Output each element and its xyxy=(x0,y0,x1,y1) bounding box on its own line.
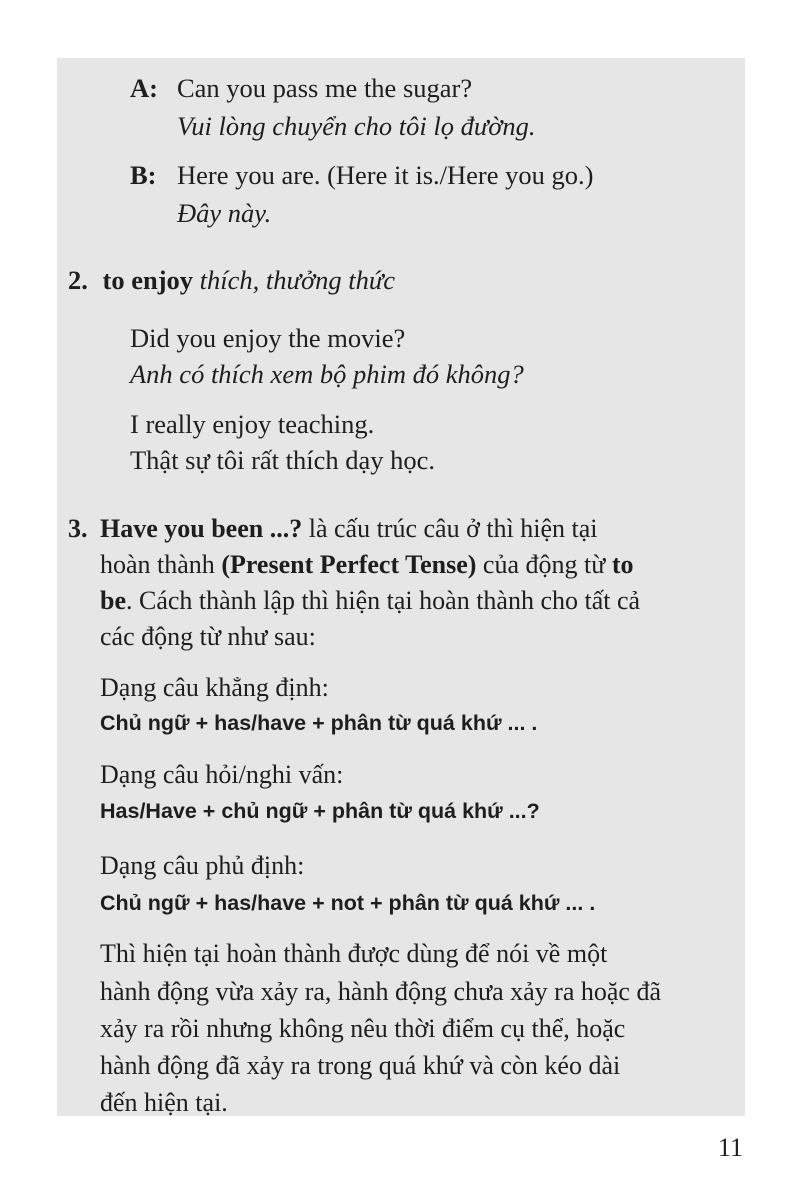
example-1-english: Did you enjoy the movie? xyxy=(130,323,406,353)
intro-line-4: các động từ như sau: xyxy=(100,622,316,651)
form-question-label: Dạng câu hỏi/nghi vấn: xyxy=(100,760,344,789)
explanation-line: Thì hiện tại hoàn thành được dùng để nói về một xyxy=(100,939,608,968)
dialogue-a-vietnamese: Vui lòng chuyển cho tôi lọ đường. xyxy=(177,111,536,141)
intro-line-1-rest: là cấu trúc câu ở thì hiện tại xyxy=(302,514,598,543)
form-negative-label: Dạng câu phủ định: xyxy=(100,851,305,880)
explanation-line: xảy ra rồi nhưng không nêu thời điểm cụ thể, hoặc xyxy=(100,1014,626,1043)
explanation-line: đến hiện tại. xyxy=(100,1088,228,1117)
intro-line-3-rest: . Cách thành lập thì hiện tại hoàn thành cho tất cả xyxy=(126,586,641,615)
dialogue-a-english: Can you pass me the sugar? xyxy=(177,73,473,103)
section-3-number: 3. xyxy=(68,514,88,543)
dialogue-b-vietnamese: Đây này. xyxy=(177,198,272,228)
intro-line-2-pre: hoàn thành xyxy=(100,550,222,579)
example-2-english: I really enjoy teaching. xyxy=(130,409,375,439)
section-2-heading xyxy=(68,261,395,299)
intro-line-1 xyxy=(100,511,598,547)
dialogue-b-english: Here you are. (Here it is./Here you go.) xyxy=(177,160,594,190)
example-2-vietnamese: Thật sự tôi rất thích dạy học. xyxy=(130,445,436,475)
intro-line-2 xyxy=(100,547,633,583)
intro-verb-to: to xyxy=(611,550,634,579)
form-question-formula: Has/Have + chủ ngữ + phân từ quá khứ ...? xyxy=(100,799,540,823)
tense-name: (Present Perfect Tense) xyxy=(221,550,477,579)
intro-line-2-mid: của động từ xyxy=(476,550,612,579)
section-2-number: 2. xyxy=(68,265,88,295)
explanation-line: hành động vừa xảy ra, hành động chưa xảy ra hoặc đã xyxy=(100,977,661,1006)
example-1-vietnamese: Anh có thích xem bộ phim đó không? xyxy=(130,359,524,389)
page-number: 11 xyxy=(718,1133,744,1162)
speaker-a: A: xyxy=(130,73,158,103)
form-negative-formula: Chủ ngữ + has/have + not + phân từ quá khứ ... . xyxy=(100,891,596,915)
explanation-line: hành động đã xảy ra trong quá khứ và còn kéo dài xyxy=(100,1051,621,1080)
section-2-term: to enjoy xyxy=(102,265,194,295)
section-2-meaning: thích, thưởng thức xyxy=(199,265,396,295)
form-affirmative-label: Dạng câu khẳng định: xyxy=(100,673,329,702)
intro-structure: Have you been ...? xyxy=(100,514,303,543)
intro-line-3 xyxy=(100,583,640,619)
intro-verb-be: be xyxy=(100,586,126,615)
form-affirmative-formula: Chủ ngữ + has/have + phân từ quá khứ ... . xyxy=(100,711,538,735)
speaker-b: B: xyxy=(130,160,157,190)
